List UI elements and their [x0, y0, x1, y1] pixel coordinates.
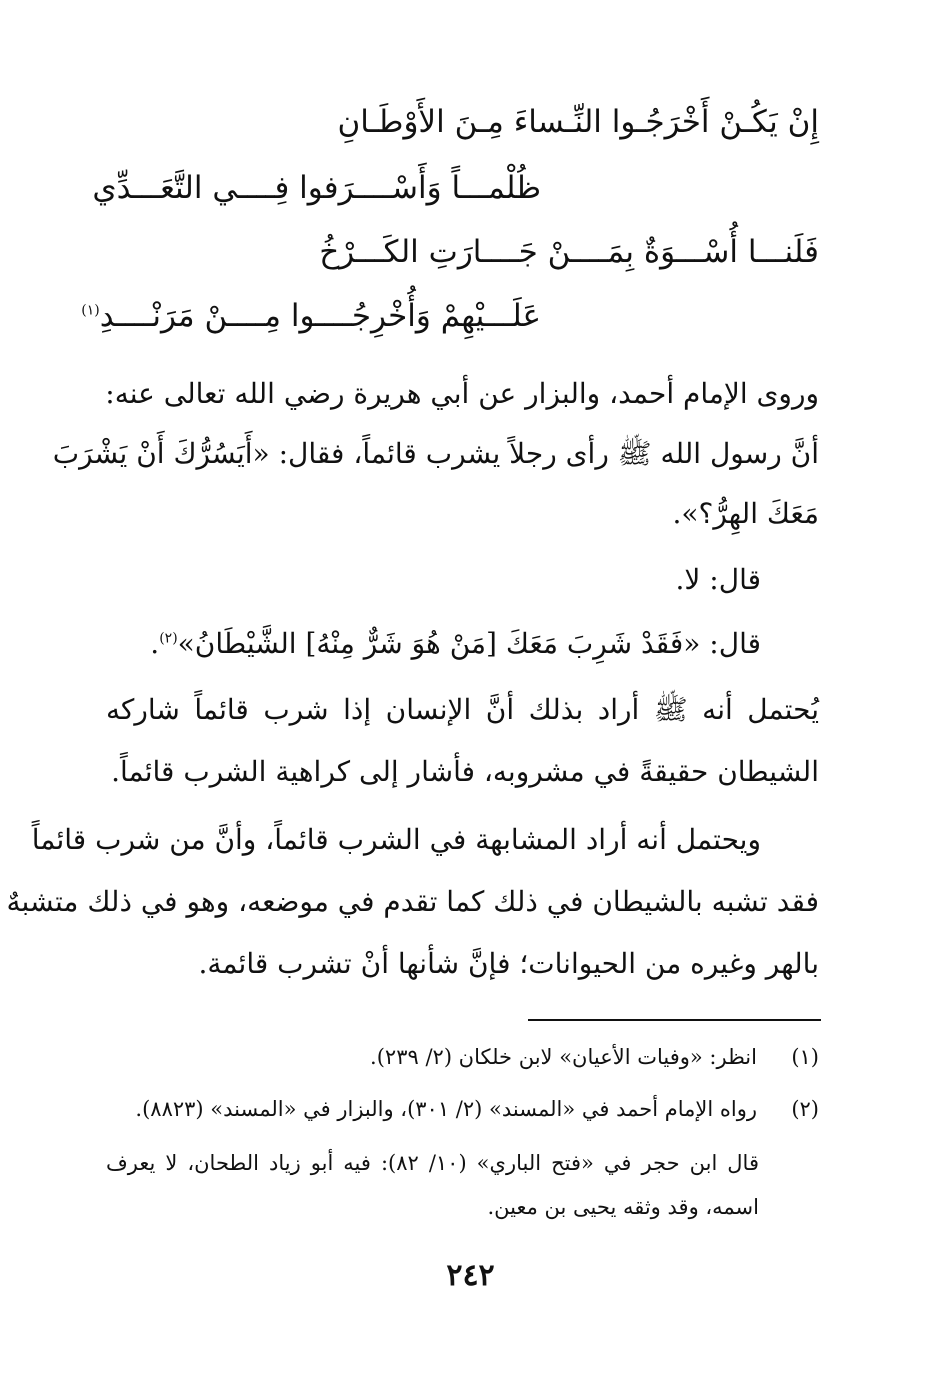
- page-number: ٢٤٢: [446, 1258, 495, 1293]
- poem-verse-2: ظُلْمـــاً وَأَسْــــرَفوا فِــــي التَّعَـــدِّي: [92, 170, 541, 206]
- footnote-2-text-line-3: اسمه، وقد وثقه يحيى بن معين.: [487, 1195, 759, 1219]
- footnote-1: [370, 1042, 819, 1072]
- said-quote-line: [150, 624, 761, 664]
- footnote-ref-1: (١): [81, 302, 100, 319]
- paragraph-3-line-1: ويحتمل أنه أراد المشابهة في الشرب قائماً، وأنَّ من شرب قائماً: [31, 823, 761, 856]
- footnote-divider: [528, 1019, 821, 1021]
- poem-verse-4: [81, 296, 541, 336]
- paragraph-1-line-1: وروى الإمام أحمد، والبزار عن أبي هريرة رضي الله تعالى عنه:: [105, 377, 819, 410]
- said-no-line: قال: لا.: [675, 563, 761, 596]
- said-quote-text: قال: «فَقَدْ شَرِبَ مَعَكَ [مَنْ هُوَ شَرٌّ مِنْهُ] الشَّيْطَانُ»: [177, 627, 761, 660]
- paragraph-1-line-3: مَعَكَ الهِرُّ؟».: [672, 497, 819, 530]
- paragraph-1-line-2: أنَّ رسول الله ﷺ رأى رجلاً يشرب قائماً، فقال: «أَيَسُرُّكَ أَنْ يَشْرَبَ: [52, 437, 819, 470]
- footnote-1-text: انظر: «وفيات الأعيان» لابن خلكان (٢/ ٢٣٩).: [370, 1045, 757, 1069]
- footnote-1-number: (١): [791, 1045, 819, 1069]
- footnote-2: [135, 1094, 819, 1124]
- paragraph-2-line-2: الشيطان حقيقةً في مشروبه، فأشار إلى كراهية الشرب قائماً.: [111, 755, 819, 788]
- footnote-2-text-line-2: قال ابن حجر في «فتح الباري» (١٠/ ٨٢): فيه أبو زياد الطحان، لا يعرف: [106, 1151, 759, 1175]
- footnote-2-text-line-1: رواه الإمام أحمد في «المسند» (٢/ ٣٠١)، والبزار في «المسند» (٨٨٢٣).: [135, 1097, 757, 1121]
- paragraph-3-line-3: بالهر وغيره من الحيوانات؛ فإنَّ شأنها أنْ تشرب قائمة.: [198, 947, 819, 980]
- footnote-2-number: (٢): [791, 1097, 819, 1121]
- said-quote-period: .: [150, 627, 160, 660]
- footnote-ref-2: (٢): [159, 630, 178, 647]
- paragraph-3-line-2: فقد تشبه بالشيطان في ذلك كما تقدم في موضعه، وهو في ذلك متشبهٌ: [6, 885, 819, 918]
- paragraph-2-line-1: يُحتمل أنه ﷺ أراد بذلك أنَّ الإنسان إذا شرب قائماً شاركه: [106, 693, 819, 726]
- poem-verse-1: إِنْ يَكُـنْ أَخْرَجُـوا النِّـساءَ مِـنَ الأَوْطَـانِ: [337, 104, 819, 140]
- poem-verse-4-text: عَلَـــيْهِمْ وَأُخْرِجُــــوا مِــــنْ مَرَنْــــدِ: [99, 298, 541, 334]
- poem-verse-3: فَلَنـــا أُسْـــوَةٌ بِمَــــنْ جَــــارَتِ الكَـــرْخُ: [319, 234, 819, 270]
